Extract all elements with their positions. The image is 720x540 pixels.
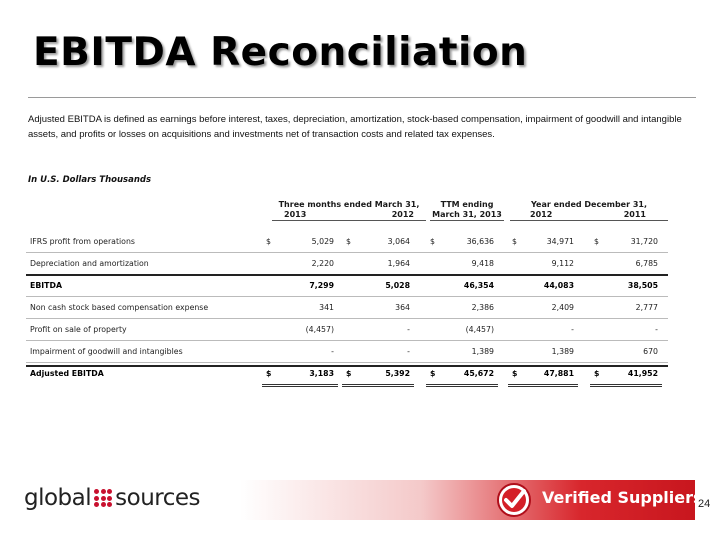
cell-value: 5,029 [311, 237, 334, 246]
header-group-label: Three months ended March 31, [278, 200, 420, 209]
row-separator [26, 274, 668, 276]
header-year: 2011 [623, 210, 646, 219]
cell-value: 31,720 [630, 237, 658, 246]
cell-value: 41,952 [627, 369, 658, 378]
cell-value: - [331, 347, 334, 356]
cell-value: 45,672 [463, 369, 494, 378]
cell-value: 47,881 [543, 369, 574, 378]
header-year: 2012 [391, 210, 414, 219]
row-separator [26, 296, 668, 297]
cell-value: 34,971 [546, 237, 574, 246]
row-separator [26, 252, 668, 253]
verified-suppliers-label: Verified Suppliers [542, 488, 703, 507]
header-year: 2013 [284, 210, 307, 219]
header-group-label: TTM ending [440, 200, 494, 209]
currency-symbol: $ [430, 369, 436, 378]
cell-value: 364 [395, 303, 410, 312]
cell-value: 2,220 [311, 259, 334, 268]
cell-value: 670 [643, 347, 658, 356]
row-label: IFRS profit from operations [30, 237, 135, 246]
currency-symbol: $ [266, 237, 271, 246]
page-title: EBITDA Reconciliation [33, 30, 528, 75]
units-note: In U.S. Dollars Thousands [28, 175, 152, 185]
header-year: 2012 [530, 210, 553, 219]
table-row [26, 257, 668, 273]
header-underline [430, 220, 504, 221]
cell-value: 9,112 [551, 259, 574, 268]
row-label: Profit on sale of property [30, 325, 127, 334]
total-double-underline [426, 384, 498, 387]
header-underline [510, 220, 668, 221]
currency-symbol: $ [594, 237, 599, 246]
currency-symbol: $ [346, 369, 352, 378]
cell-value: 3,064 [387, 237, 410, 246]
cell-value: 6,785 [635, 259, 658, 268]
cell-value: 1,389 [471, 347, 494, 356]
cell-value: 2,777 [635, 303, 658, 312]
checkmark-icon [496, 482, 532, 518]
cell-value: - [571, 325, 574, 334]
row-label: Depreciation and amortization [30, 259, 149, 268]
cell-value: 5,392 [385, 369, 410, 378]
cell-value: 5,028 [385, 281, 410, 290]
cell-value: 7,299 [309, 281, 334, 290]
table-row [26, 323, 668, 339]
cell-value: 38,505 [627, 281, 658, 290]
row-label: Non cash stock based compensation expense [30, 303, 209, 312]
cell-value: - [407, 325, 410, 334]
cell-value: 2,386 [471, 303, 494, 312]
logo-dots-icon [94, 489, 112, 507]
cell-value: 46,354 [463, 281, 494, 290]
cell-value: 9,418 [471, 259, 494, 268]
header-underline [272, 220, 426, 221]
company-logo [24, 485, 200, 511]
currency-symbol: $ [512, 237, 517, 246]
row-label: Impairment of goodwill and intangibles [30, 347, 183, 356]
cell-value: - [655, 325, 658, 334]
currency-symbol: $ [594, 369, 600, 378]
total-double-underline [342, 384, 414, 387]
cell-value: 3,183 [309, 369, 334, 378]
header-group-year-ended [510, 200, 668, 221]
total-double-underline [508, 384, 578, 387]
table-row [26, 367, 668, 383]
currency-symbol: $ [266, 369, 272, 378]
table-row [26, 235, 668, 251]
currency-symbol: $ [346, 237, 351, 246]
page-number: 24 [698, 498, 711, 510]
row-separator [26, 340, 668, 341]
definition-text: Adjusted EBITDA is defined as earnings before interest, taxes, depreciation, amortization, stock-based compensation, impairment of goodwill and intangible assets, and profits or losses on acquisitions and investments net of transaction costs and related tax expenses. [28, 114, 682, 140]
header-group-three-months [272, 200, 426, 221]
total-double-underline [590, 384, 662, 387]
cell-value: (4,457) [305, 325, 334, 334]
cell-value: 341 [319, 303, 334, 312]
cell-value: (4,457) [465, 325, 494, 334]
cell-value: 44,083 [543, 281, 574, 290]
logo-word-global: global [24, 485, 92, 511]
currency-symbol: $ [512, 369, 518, 378]
logo-word-sources: sources [115, 485, 201, 511]
row-separator [26, 318, 668, 319]
currency-symbol: $ [430, 237, 435, 246]
table-row [26, 345, 668, 361]
header-group-label: Year ended December 31, [530, 200, 648, 209]
total-top-rule [26, 365, 668, 367]
cell-value: 1,964 [387, 259, 410, 268]
cell-value: 36,636 [466, 237, 494, 246]
total-double-underline [262, 384, 338, 387]
row-label: EBITDA [30, 281, 62, 290]
cell-value: - [407, 347, 410, 356]
row-label: Adjusted EBITDA [30, 369, 104, 378]
row-separator [26, 362, 668, 363]
cell-value: 2,409 [551, 303, 574, 312]
table-row [26, 301, 668, 317]
title-divider [28, 97, 696, 98]
header-group-ttm [430, 200, 504, 221]
cell-value: 1,389 [551, 347, 574, 356]
table-row [26, 279, 668, 295]
header-period: March 31, 2013 [432, 210, 502, 219]
